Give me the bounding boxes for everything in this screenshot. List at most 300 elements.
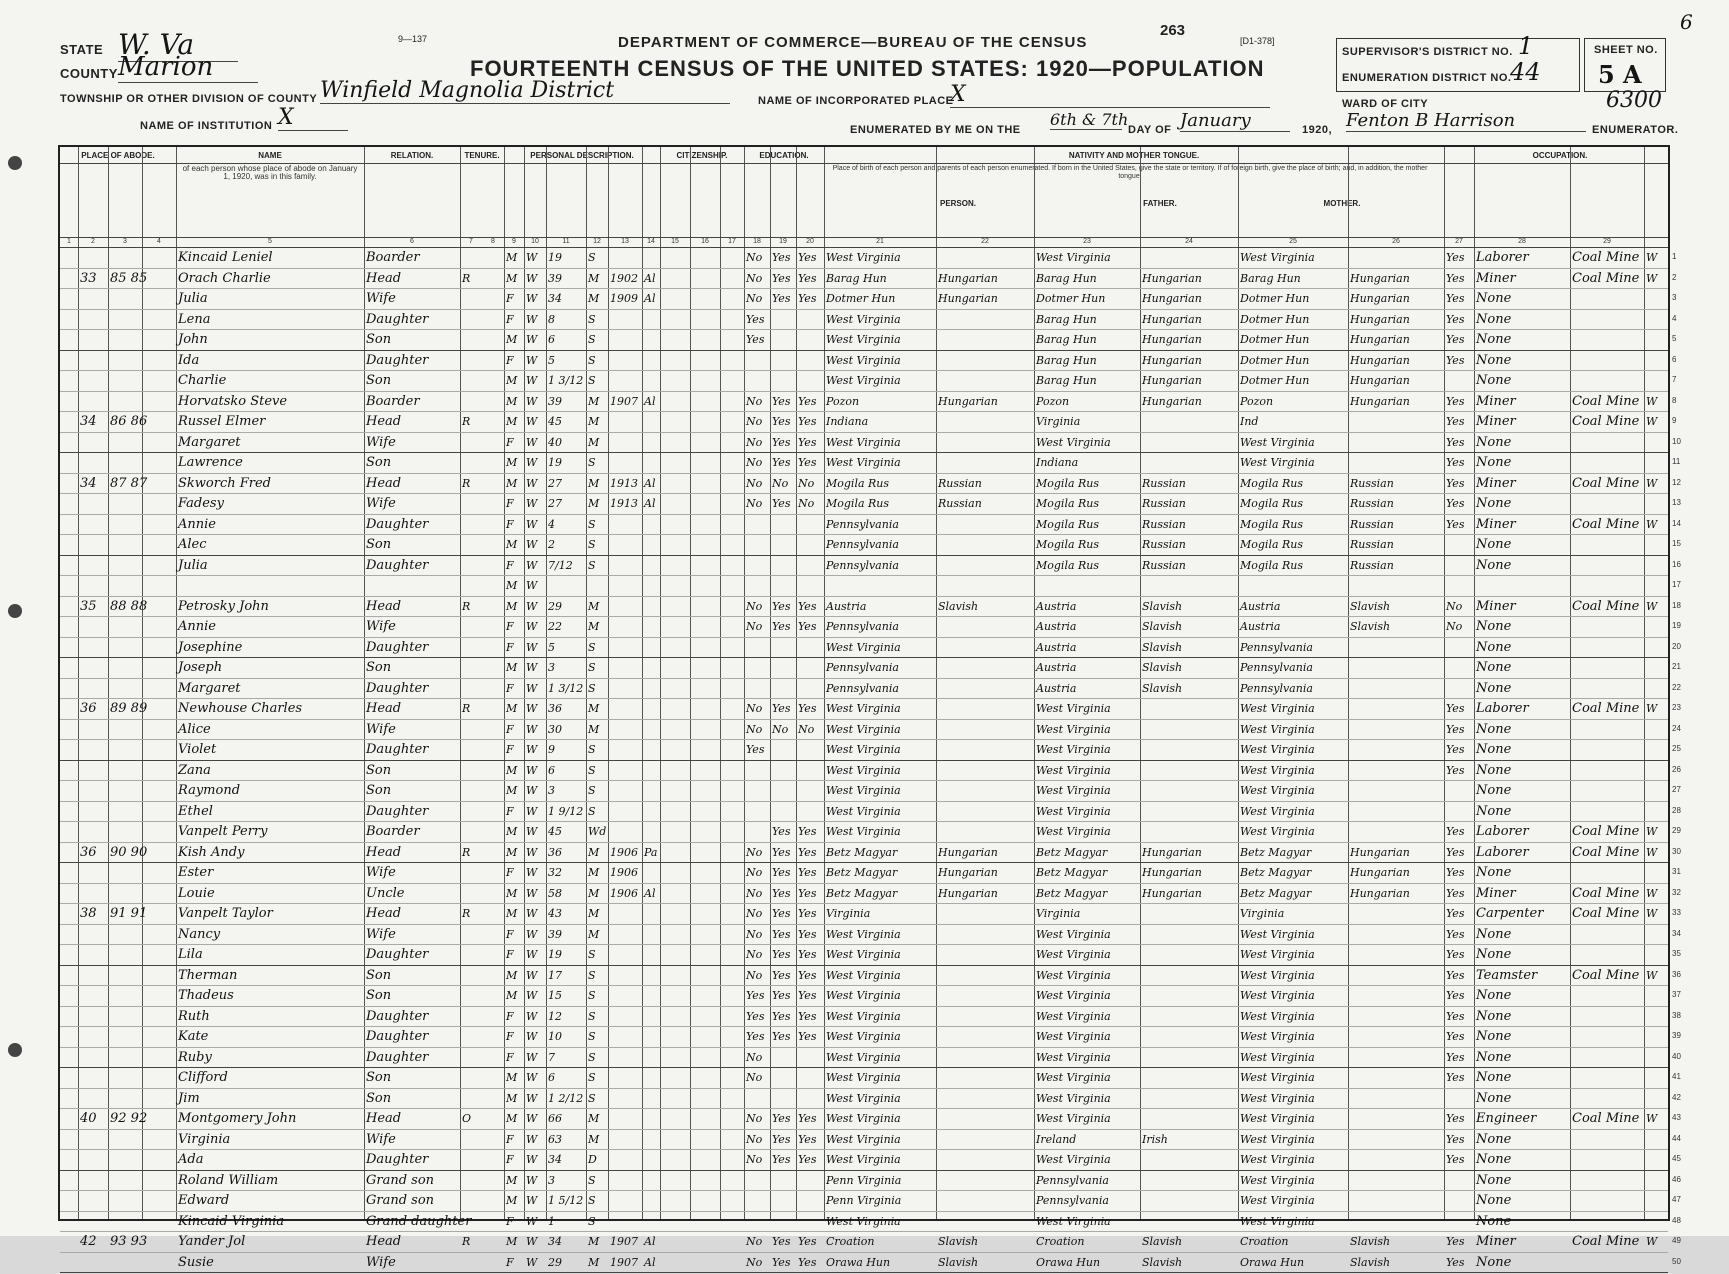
cell-eng: Yes: [1446, 886, 1465, 900]
cell-sch: [746, 350, 769, 371]
cell-rel: Head: [366, 701, 402, 716]
cell-industry: [1572, 555, 1643, 576]
cell-race: W: [526, 948, 538, 961]
cell-ten: [462, 1252, 503, 1273]
row-number: 8: [1672, 395, 1677, 405]
cell-birth: West Virginia: [826, 743, 901, 756]
cell-name: Virginia: [178, 1131, 231, 1147]
cell-mtongue: [1350, 903, 1443, 924]
column-number: 2: [91, 238, 95, 245]
cell-mbirth: West Virginia: [1240, 804, 1315, 818]
cell-age: 4: [548, 517, 555, 531]
cell-family: 93 93: [110, 1234, 148, 1249]
census-table: [58, 145, 1681, 1270]
cell-ten: [462, 760, 503, 781]
cell-name: Newhouse Charles: [178, 701, 303, 716]
cell-fbirth: West Virginia: [1036, 702, 1111, 715]
cell-fbirth: [1036, 575, 1139, 596]
cell-birth: West Virginia: [826, 1091, 901, 1105]
cell-race: W: [526, 1255, 538, 1269]
cell-rel: Head: [366, 1234, 402, 1249]
cell-fbirth: West Virginia: [1036, 743, 1111, 756]
cell-age: 15: [548, 989, 562, 1002]
cell-race: W: [526, 579, 538, 592]
cell-imm: 1906: [610, 866, 638, 879]
cell-imm: 1907: [610, 1235, 638, 1248]
table-row: [60, 309, 1677, 330]
cell-age: 45: [548, 415, 562, 428]
cell-ten: [462, 1149, 503, 1170]
cell-age: 30: [548, 722, 562, 736]
cell-imm: 1909: [610, 292, 638, 305]
cell-sex: M: [506, 1071, 518, 1084]
cell-industry: [1572, 1067, 1643, 1088]
cell-ten: [462, 555, 503, 576]
cell-nat: [644, 903, 659, 924]
column-number: 3: [123, 238, 127, 245]
cell-ftongue: Slavish: [1142, 599, 1183, 613]
cell-sex: M: [506, 394, 518, 408]
cell-write: [798, 329, 823, 350]
cell-eng: Yes: [1446, 476, 1465, 490]
cell-rel: Daughter: [366, 639, 429, 655]
cell-race: W: [526, 333, 538, 346]
cell-age: 45: [548, 825, 562, 838]
row-number: 3: [1672, 293, 1677, 302]
cell-mtongue: [1350, 821, 1443, 842]
cell-race: W: [526, 968, 538, 982]
cell-rel: Daughter: [366, 311, 429, 327]
cell-sex: M: [506, 763, 518, 777]
cell-mar: S: [588, 1214, 596, 1228]
cell-family: [110, 309, 175, 330]
cell-nat: [644, 801, 659, 822]
cell-industry: [1572, 985, 1643, 1006]
cell-industry: [1572, 944, 1643, 965]
cell-eng: Yes: [1446, 292, 1465, 305]
cell-family: [110, 555, 175, 576]
column-number: 9: [512, 238, 516, 245]
cell-sex: F: [506, 1050, 514, 1064]
cell-ftongue: [1142, 719, 1237, 740]
cell-sex: M: [506, 1194, 518, 1207]
cell-family: 87 87: [110, 475, 148, 491]
cell-rel: Grand son: [366, 1172, 435, 1188]
cell-sex: F: [506, 804, 514, 818]
cell-nat: [644, 514, 659, 535]
cell-mar: [588, 575, 607, 596]
cell-age: 6: [548, 333, 555, 346]
cell-trade: None: [1476, 557, 1512, 573]
cell-fbirth: West Virginia: [1036, 784, 1111, 797]
cell-eng: Yes: [1446, 927, 1465, 941]
cell-race: W: [526, 640, 538, 654]
cell-ftongue: Slavish: [1142, 640, 1183, 654]
cell-rel: Wife: [366, 865, 396, 880]
cell-birth: West Virginia: [826, 722, 901, 736]
cell-family: [110, 1006, 175, 1027]
cell-eng: Yes: [1446, 948, 1465, 961]
cell-sex: M: [506, 538, 518, 551]
cell-dwelling: 36: [80, 844, 97, 860]
cell-race: W: [526, 292, 538, 305]
cell-fbirth: Pennsylvania: [1036, 1194, 1109, 1207]
cell-cls: [1646, 924, 1667, 945]
cell-mtongue: Hungarian: [1350, 374, 1410, 387]
cell-eng: [1446, 657, 1473, 678]
cell-race: W: [526, 989, 538, 1002]
cell-ten: [462, 965, 503, 986]
cell-trade: Carpenter: [1476, 906, 1544, 921]
cell-sex: M: [506, 374, 518, 387]
cell-imm: [610, 821, 641, 842]
cell-sch: Yes: [746, 333, 765, 346]
cell-sex: F: [506, 312, 514, 326]
table-row: [60, 411, 1677, 432]
cell-trade: [1476, 575, 1569, 596]
cell-cls: [1646, 637, 1667, 658]
cell-rel: Wife: [366, 291, 396, 306]
cell-cls: [1646, 288, 1667, 309]
cell-eng: Yes: [1446, 1255, 1465, 1269]
cell-ftongue: Russian: [1142, 497, 1186, 510]
cell-birth: Pennsylvania: [826, 538, 899, 551]
cell-read: Yes: [772, 1132, 791, 1146]
cell-ten: [462, 616, 503, 637]
year: 1920,: [1302, 124, 1333, 136]
cell-read: [772, 657, 795, 678]
cell-ten: [462, 452, 503, 473]
table-row: [60, 247, 1677, 268]
cell-trade: None: [1476, 1090, 1512, 1106]
cell-ten: [462, 985, 503, 1006]
cell-cls: W: [1646, 251, 1658, 264]
cell-age: 6: [548, 1071, 555, 1084]
cell-fbirth: Croation: [1036, 1235, 1085, 1248]
cell-eng: Yes: [1446, 1030, 1465, 1043]
cell-race: W: [526, 374, 538, 387]
table-row: [60, 514, 1681, 535]
form-code: [D1-378]: [1240, 36, 1275, 46]
cell-rel: Boarder: [366, 824, 420, 839]
cell-nat: [644, 596, 659, 617]
department-line: DEPARTMENT OF COMMERCE—BUREAU OF THE CENSUS: [618, 34, 1088, 51]
cell-cls: [1646, 719, 1667, 740]
cell-write: Yes: [798, 1009, 817, 1023]
cell-dwelling: [80, 432, 107, 453]
cell-mbirth: West Virginia: [1240, 1112, 1315, 1125]
cell-eng: [1446, 801, 1473, 822]
cell-race: W: [526, 517, 538, 531]
cell-ten: [462, 1190, 503, 1211]
cell-nat: Pa: [644, 845, 658, 859]
cell-ten: [462, 1088, 503, 1109]
cell-fbirth: West Virginia: [1036, 825, 1111, 838]
cell-mbirth: West Virginia: [1240, 251, 1315, 264]
cell-age: 1: [548, 1214, 555, 1228]
cell-fbirth: West Virginia: [1036, 927, 1111, 941]
cell-rel: Head: [366, 270, 402, 286]
cell-cls: W: [1646, 517, 1658, 531]
supervisor-label: SUPERVISOR'S DISTRICT NO.: [1342, 46, 1513, 58]
cell-sch: No: [746, 968, 763, 982]
cell-age: 34: [548, 292, 562, 305]
cell-mbirth: West Virginia: [1240, 1153, 1315, 1166]
cell-industry: Coal Mine: [1572, 701, 1640, 716]
cell-name: Yander Jol: [178, 1234, 246, 1249]
cell-read: [772, 534, 795, 555]
cell-rel: Wife: [366, 619, 396, 634]
cell-imm: [610, 739, 641, 760]
cell-cls: W: [1646, 476, 1658, 490]
cell-read: Yes: [772, 456, 791, 469]
cell-imm: [610, 1170, 641, 1191]
cell-family: [110, 739, 175, 760]
cell-mar: M: [588, 415, 600, 428]
cell-eng: Yes: [1446, 1009, 1465, 1023]
cell-birth: Penn Virginia: [826, 1194, 902, 1207]
cell-eng: Yes: [1446, 333, 1465, 346]
cell-name: Nancy: [178, 926, 221, 942]
cell-family: [110, 514, 175, 535]
cell-cls: [1646, 1149, 1667, 1170]
cell-race: W: [526, 866, 538, 879]
cell-write: Yes: [798, 927, 817, 941]
cell-mar: S: [588, 517, 596, 531]
township-label: TOWNSHIP OR OTHER DIVISION OF COUNTY: [60, 93, 318, 105]
cell-name: Ada: [178, 1152, 204, 1167]
cell-dwelling: [80, 370, 107, 391]
cell-ftongue: [1142, 1067, 1237, 1088]
cell-write: [798, 739, 823, 760]
cell-imm: [610, 452, 641, 473]
cell-mbirth: West Virginia: [1240, 1091, 1315, 1105]
cell-family: [110, 247, 175, 268]
cell-tongue: Slavish: [938, 1255, 979, 1269]
cell-mbirth: West Virginia: [1240, 435, 1315, 449]
cell-eng: Yes: [1446, 435, 1465, 449]
enumeration-value: 44: [1510, 58, 1541, 86]
cell-cls: [1646, 985, 1667, 1006]
cell-name: Josephine: [178, 639, 243, 655]
cell-eng: [1446, 1170, 1473, 1191]
cell-ten: [462, 883, 503, 904]
cell-nat: [644, 780, 659, 801]
cell-rel: Son: [366, 1070, 392, 1085]
cell-race: W: [526, 476, 538, 490]
cell-dwelling: 40: [80, 1111, 97, 1126]
binding-hole: [8, 1043, 22, 1057]
cell-dwelling: [80, 350, 107, 371]
day-of-label: DAY OF: [1128, 124, 1172, 136]
table-row: [60, 944, 1681, 965]
cell-birth: West Virginia: [826, 763, 901, 777]
cell-rel: Head: [366, 414, 402, 429]
cell-eng: [1446, 780, 1473, 801]
cell-age: 36: [548, 845, 562, 859]
cell-mbirth: West Virginia: [1240, 968, 1315, 982]
cell-birth: Pennsylvania: [826, 681, 899, 695]
cell-fbirth: Betz Magyar: [1036, 886, 1108, 900]
cell-age: 32: [548, 866, 562, 879]
cell-family: [110, 965, 175, 986]
cell-fbirth: West Virginia: [1036, 1050, 1111, 1064]
cell-sex: M: [506, 784, 518, 797]
cell-age: 43: [548, 907, 562, 920]
cell-trade: None: [1476, 434, 1512, 450]
cell-name: Roland William: [178, 1172, 279, 1188]
cell-ten: [462, 678, 503, 699]
cell-mar: S: [588, 1194, 596, 1207]
cell-birth: West Virginia: [826, 456, 901, 469]
cell-write: Yes: [798, 702, 817, 715]
cell-birth: Mogila Rus: [826, 497, 890, 510]
cell-fbirth: Dotmer Hun: [1036, 292, 1106, 305]
cell-nat: [644, 1129, 659, 1150]
cell-cls: W: [1646, 271, 1658, 285]
cell-fbirth: Austria: [1036, 661, 1077, 674]
column-number: 13: [621, 238, 629, 245]
cell-birth: Croation: [826, 1235, 875, 1248]
cell-name: Therman: [178, 967, 238, 983]
cell-ten: [462, 821, 503, 842]
cell-family: [110, 719, 175, 740]
cell-sch: No: [746, 927, 763, 941]
cell-tongue: [938, 514, 1033, 535]
cell-mar: S: [588, 784, 596, 797]
cell-birth: West Virginia: [826, 1214, 901, 1228]
cell-birth: West Virginia: [826, 804, 901, 818]
cell-write: [798, 1088, 823, 1109]
cell-sex: M: [506, 251, 518, 264]
cell-birth: West Virginia: [826, 1030, 901, 1043]
cell-name: Russel Elmer: [178, 414, 266, 429]
cell-industry: Coal Mine: [1572, 516, 1640, 532]
cell-imm: [610, 637, 641, 658]
cell-dwelling: [80, 678, 107, 699]
cell-mtongue: Russian: [1350, 538, 1394, 551]
cell-sch: No: [746, 1255, 763, 1269]
cell-sch: No: [746, 1132, 763, 1146]
cell-nat: [644, 821, 659, 842]
cell-trade: None: [1476, 1029, 1512, 1044]
cell-birth: Pennsylvania: [826, 517, 899, 531]
cell-industry: [1572, 288, 1643, 309]
cell-mar: S: [588, 763, 596, 777]
cell-family: 91 91: [110, 906, 148, 921]
cell-ten: R: [462, 1235, 471, 1248]
cell-imm: [610, 329, 641, 350]
cell-rel: Daughter: [366, 680, 429, 696]
cell-tongue: [938, 801, 1033, 822]
cell-rel: Son: [366, 988, 392, 1003]
table-row: [60, 657, 1681, 678]
cell-ftongue: [1142, 575, 1237, 596]
cell-read: Yes: [772, 866, 791, 879]
cell-imm: [610, 698, 641, 719]
row-number: 33: [1672, 908, 1681, 917]
cell-fbirth: Virginia: [1036, 907, 1081, 920]
cell-dwelling: [80, 329, 107, 350]
cell-tongue: [938, 350, 1033, 371]
table-row: [60, 801, 1681, 822]
cell-tongue: [938, 1047, 1033, 1068]
cell-eng: No: [1446, 599, 1463, 613]
cell-cls: W: [1646, 968, 1658, 982]
cell-imm: [610, 247, 641, 268]
cell-write: [798, 555, 823, 576]
cell-read: [772, 801, 795, 822]
cell-birth: West Virginia: [826, 989, 901, 1002]
cell-mtongue: [1350, 1088, 1443, 1109]
cell-read: Yes: [772, 1112, 791, 1125]
cell-mar: M: [588, 1132, 600, 1146]
cell-birth: Pennsylvania: [826, 620, 899, 633]
cell-cls: [1646, 452, 1667, 473]
cell-tongue: [938, 719, 1033, 740]
cell-ten: [462, 247, 503, 268]
cell-nat: [644, 1170, 659, 1191]
group-citizenship: CITIZENSHIP.: [676, 151, 728, 160]
column-number: 25: [1289, 238, 1297, 245]
cell-mtongue: Hungarian: [1350, 333, 1410, 346]
cell-eng: Yes: [1446, 1132, 1465, 1146]
cell-birth: [826, 575, 935, 596]
cell-trade: Engineer: [1476, 1111, 1537, 1126]
cell-name: Alice: [178, 721, 211, 737]
cell-mtongue: [1350, 965, 1443, 986]
cell-mbirth: West Virginia: [1240, 1173, 1315, 1187]
cell-mar: M: [588, 1112, 600, 1125]
table-row: [60, 432, 1681, 453]
cell-ten: R: [462, 476, 471, 490]
cell-age: 1 3/12: [548, 374, 584, 387]
cell-mbirth: Pennsylvania: [1240, 661, 1313, 674]
cell-rel: Son: [366, 455, 392, 470]
cell-trade: None: [1476, 311, 1512, 327]
cell-imm: [610, 760, 641, 781]
cell-nat: [644, 1211, 659, 1232]
cell-age: 6: [548, 763, 555, 777]
column-number: 26: [1392, 238, 1400, 245]
table-row: [60, 1129, 1681, 1150]
cell-race: W: [526, 456, 538, 469]
cell-cls: [1646, 944, 1667, 965]
cell-mtongue: [1350, 452, 1443, 473]
cell-cls: W: [1646, 415, 1658, 428]
cell-sex: F: [506, 640, 514, 654]
cell-fbirth: Barag Hun: [1036, 353, 1097, 367]
cell-ftongue: [1142, 1149, 1237, 1170]
cell-mbirth: Dotmer Hun: [1240, 353, 1310, 367]
cell-dwelling: 34: [80, 475, 97, 491]
table-row: [60, 1047, 1681, 1068]
cell-industry: Coal Mine: [1572, 844, 1640, 860]
cell-birth: West Virginia: [826, 702, 901, 715]
cell-race: W: [526, 312, 538, 326]
cell-write: Yes: [798, 456, 817, 469]
cell-mbirth: Pozon: [1240, 394, 1274, 408]
cell-mtongue: Hungarian: [1350, 353, 1410, 367]
row-number: 32: [1672, 887, 1681, 897]
cell-dwelling: [80, 985, 107, 1006]
cell-write: [798, 1190, 823, 1211]
row-number: 26: [1672, 764, 1681, 774]
cell-cls: [1646, 862, 1667, 883]
cell-industry: [1572, 719, 1643, 740]
cell-mar: S: [588, 968, 596, 982]
cell-birth: West Virginia: [826, 251, 901, 264]
